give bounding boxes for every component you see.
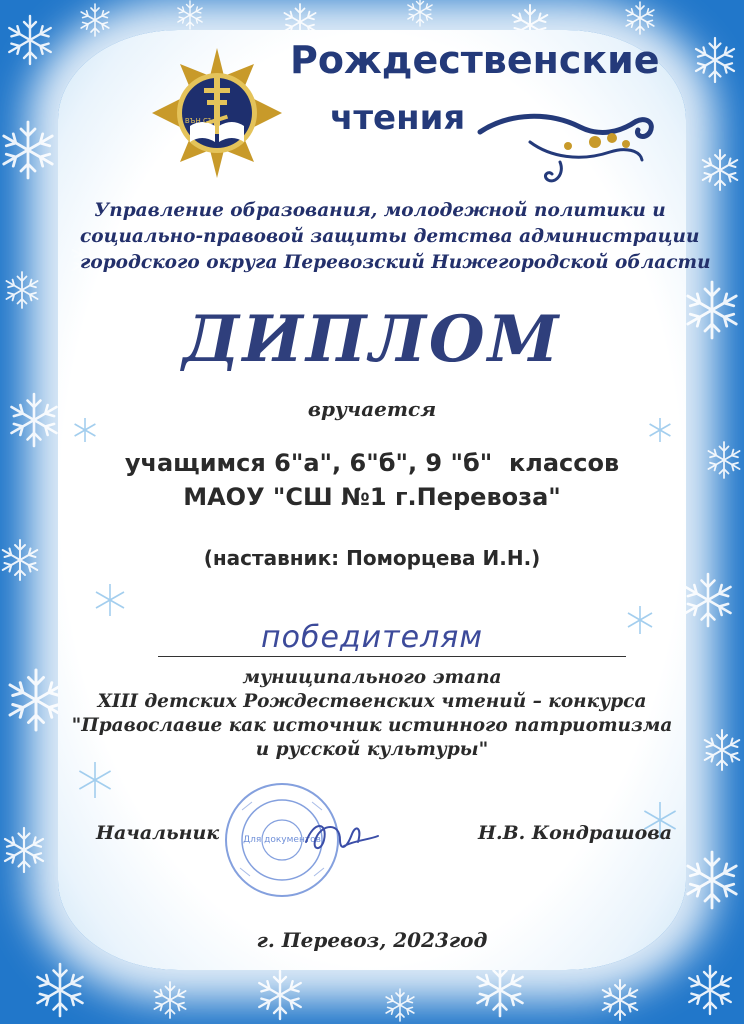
place-and-year: г. Перевоз, 2023год: [256, 928, 488, 952]
recipients: [0, 446, 744, 514]
contest-line: и русской культуры": [255, 739, 489, 760]
signatory-title: Начальник: [96, 822, 220, 844]
organization-line: городского округа Перевозский Нижегородской области: [80, 252, 711, 273]
contest-description: [60, 666, 684, 762]
handwritten-award: победителям: [261, 620, 483, 655]
recipients-line2: МАОУ "СШ №1 г.Перевоза": [183, 483, 561, 511]
contest-line: муниципального этапа: [242, 667, 502, 688]
organization-name: [80, 198, 711, 276]
recipients-line1: учащимся 6"а", 6"б", 9 "б" классов: [124, 449, 620, 477]
organization-line: Управление образования, молодежной политики и: [94, 200, 666, 221]
decorative-swirl-icon: [470, 102, 660, 192]
award-underline: [158, 656, 626, 657]
event-title-line2: чтения: [330, 98, 466, 138]
signatory-name: Н.В. Кондрашова: [478, 822, 673, 844]
awarded-text: вручается: [307, 397, 437, 421]
signature-icon: [296, 810, 386, 860]
event-title-line1: Рождественские: [290, 38, 660, 82]
contest-line: XIII детских Рождественских чтений – конкурса: [97, 691, 647, 712]
document-title: ДИПЛОМ: [182, 302, 562, 377]
stamp-text: Для документов: [243, 835, 321, 845]
logo-book-text: ВЪН СЪД: [184, 117, 220, 125]
orthodox-cross-logo-icon: [152, 48, 282, 178]
mentor-text: (наставник: Поморцева И.Н.): [203, 546, 541, 570]
organization-line: социально-правовой защиты детства администрации: [80, 226, 700, 247]
contest-line: "Православие как источник истинного патриотизма: [71, 715, 673, 736]
